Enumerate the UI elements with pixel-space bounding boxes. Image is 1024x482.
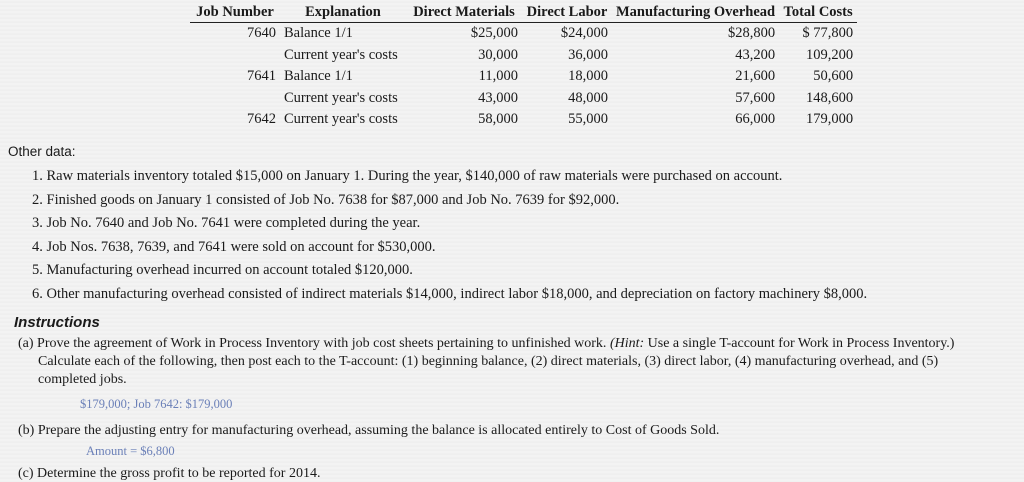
cell-mo: 57,600 xyxy=(735,89,776,106)
part-a-text: (a) Prove the agreement of Work in Process Inventory with job cost sheets pertaining to unfinished work. xyxy=(18,336,607,351)
list-item: 2. Finished goods on January 1 consisted of Job No. 7638 for $87,000 and Job No. 7639 for $92,000. xyxy=(32,191,620,208)
cell-total: 109,200 xyxy=(805,46,854,63)
cell-mo: $28,800 xyxy=(727,25,776,42)
other-data-list xyxy=(32,168,867,309)
other-data-label: Other data: xyxy=(8,144,76,159)
cell-job: 7642 xyxy=(247,111,276,128)
list-item: 4. Job Nos. 7638, 7639, and 7641 were sold on account for $530,000. xyxy=(32,238,436,255)
cell-dm: $25,000 xyxy=(470,25,518,42)
job-cost-table xyxy=(190,4,857,131)
cell-explanation: Current year's costs xyxy=(284,46,398,63)
cell-mo: 21,600 xyxy=(735,68,776,85)
table-header-row xyxy=(190,4,857,23)
list-item: 1. Raw materials inventory totaled $15,000 on January 1. During the year, $140,000 of raw materials were purchased on account. xyxy=(32,168,783,184)
list-item: 6. Other manufacturing overhead consisted of indirect materials $14,000, indirect labor $18,000, and depreciation on factory machinery $8,000. xyxy=(32,285,868,302)
col-manufacturing-overhead: Manufacturing Overhead xyxy=(612,4,779,23)
table-row xyxy=(190,88,857,110)
cell-dm: 58,000 xyxy=(478,111,518,128)
part-a-hint-label: (Hint: xyxy=(609,336,645,351)
cell-job xyxy=(190,88,280,110)
col-direct-labor: Direct Labor xyxy=(522,4,612,23)
cell-dl: 55,000 xyxy=(568,111,608,128)
cell-dl: 18,000 xyxy=(568,68,608,85)
cell-explanation: Current year's costs xyxy=(284,89,398,106)
cell-dl: 48,000 xyxy=(568,89,608,106)
instructions-heading: Instructions xyxy=(14,314,100,331)
list-item: 3. Job No. 7640 and Job No. 7641 were completed during the year. xyxy=(32,215,421,231)
col-direct-materials: Direct Materials xyxy=(406,4,522,23)
part-a-line3: completed jobs. xyxy=(38,372,127,387)
table-row xyxy=(190,45,857,67)
cell-explanation: Current year's costs xyxy=(284,111,398,128)
cell-job: 7641 xyxy=(247,68,276,85)
cell-dm: 30,000 xyxy=(478,46,518,63)
cell-total: 179,000 xyxy=(805,111,854,128)
cell-dl: 36,000 xyxy=(568,46,608,63)
cell-dm: 11,000 xyxy=(478,68,518,85)
part-a-answer: $179,000; Job 7642: $179,000 xyxy=(80,397,233,411)
cell-mo: 66,000 xyxy=(735,111,776,128)
table-row xyxy=(190,23,857,45)
col-total-costs: Total Costs xyxy=(779,4,857,23)
cell-job xyxy=(190,45,280,67)
table-row xyxy=(190,66,857,88)
cell-total: $ 77,800 xyxy=(802,25,854,42)
part-b-answer: Amount = $6,800 xyxy=(86,444,175,458)
cell-total: 148,600 xyxy=(805,89,854,106)
cell-explanation: Balance 1/1 xyxy=(284,25,353,42)
cell-total: 50,600 xyxy=(813,68,854,85)
part-a-line2: Calculate each of the following, then post each to the T-account: (1) beginning balance, (2) direct materials, (3) direct labor, (4) manufacturing overhead, and (5) xyxy=(38,354,939,369)
part-c-line: (c) Determine the gross profit to be reported for 2014. xyxy=(18,466,321,481)
part-a-hint-text: Use a single T-account for Work in Process Inventory.) xyxy=(647,336,955,351)
cell-job: 7640 xyxy=(247,25,276,42)
part-a-line1 xyxy=(18,335,954,352)
cell-mo: 43,200 xyxy=(735,46,776,63)
col-explanation: Explanation xyxy=(280,4,406,23)
cell-dm: 43,000 xyxy=(478,89,518,106)
part-b-line: (b) Prepare the adjusting entry for manufacturing overhead, assuming the balance is allocated entirely to Cost of Goods Sold. xyxy=(18,423,720,438)
cell-dl: $24,000 xyxy=(560,25,608,42)
cell-explanation: Balance 1/1 xyxy=(284,68,353,85)
table-row xyxy=(190,109,857,131)
list-item: 5. Manufacturing overhead incurred on account totaled $120,000. xyxy=(32,262,413,278)
col-job-number: Job Number xyxy=(190,4,280,23)
